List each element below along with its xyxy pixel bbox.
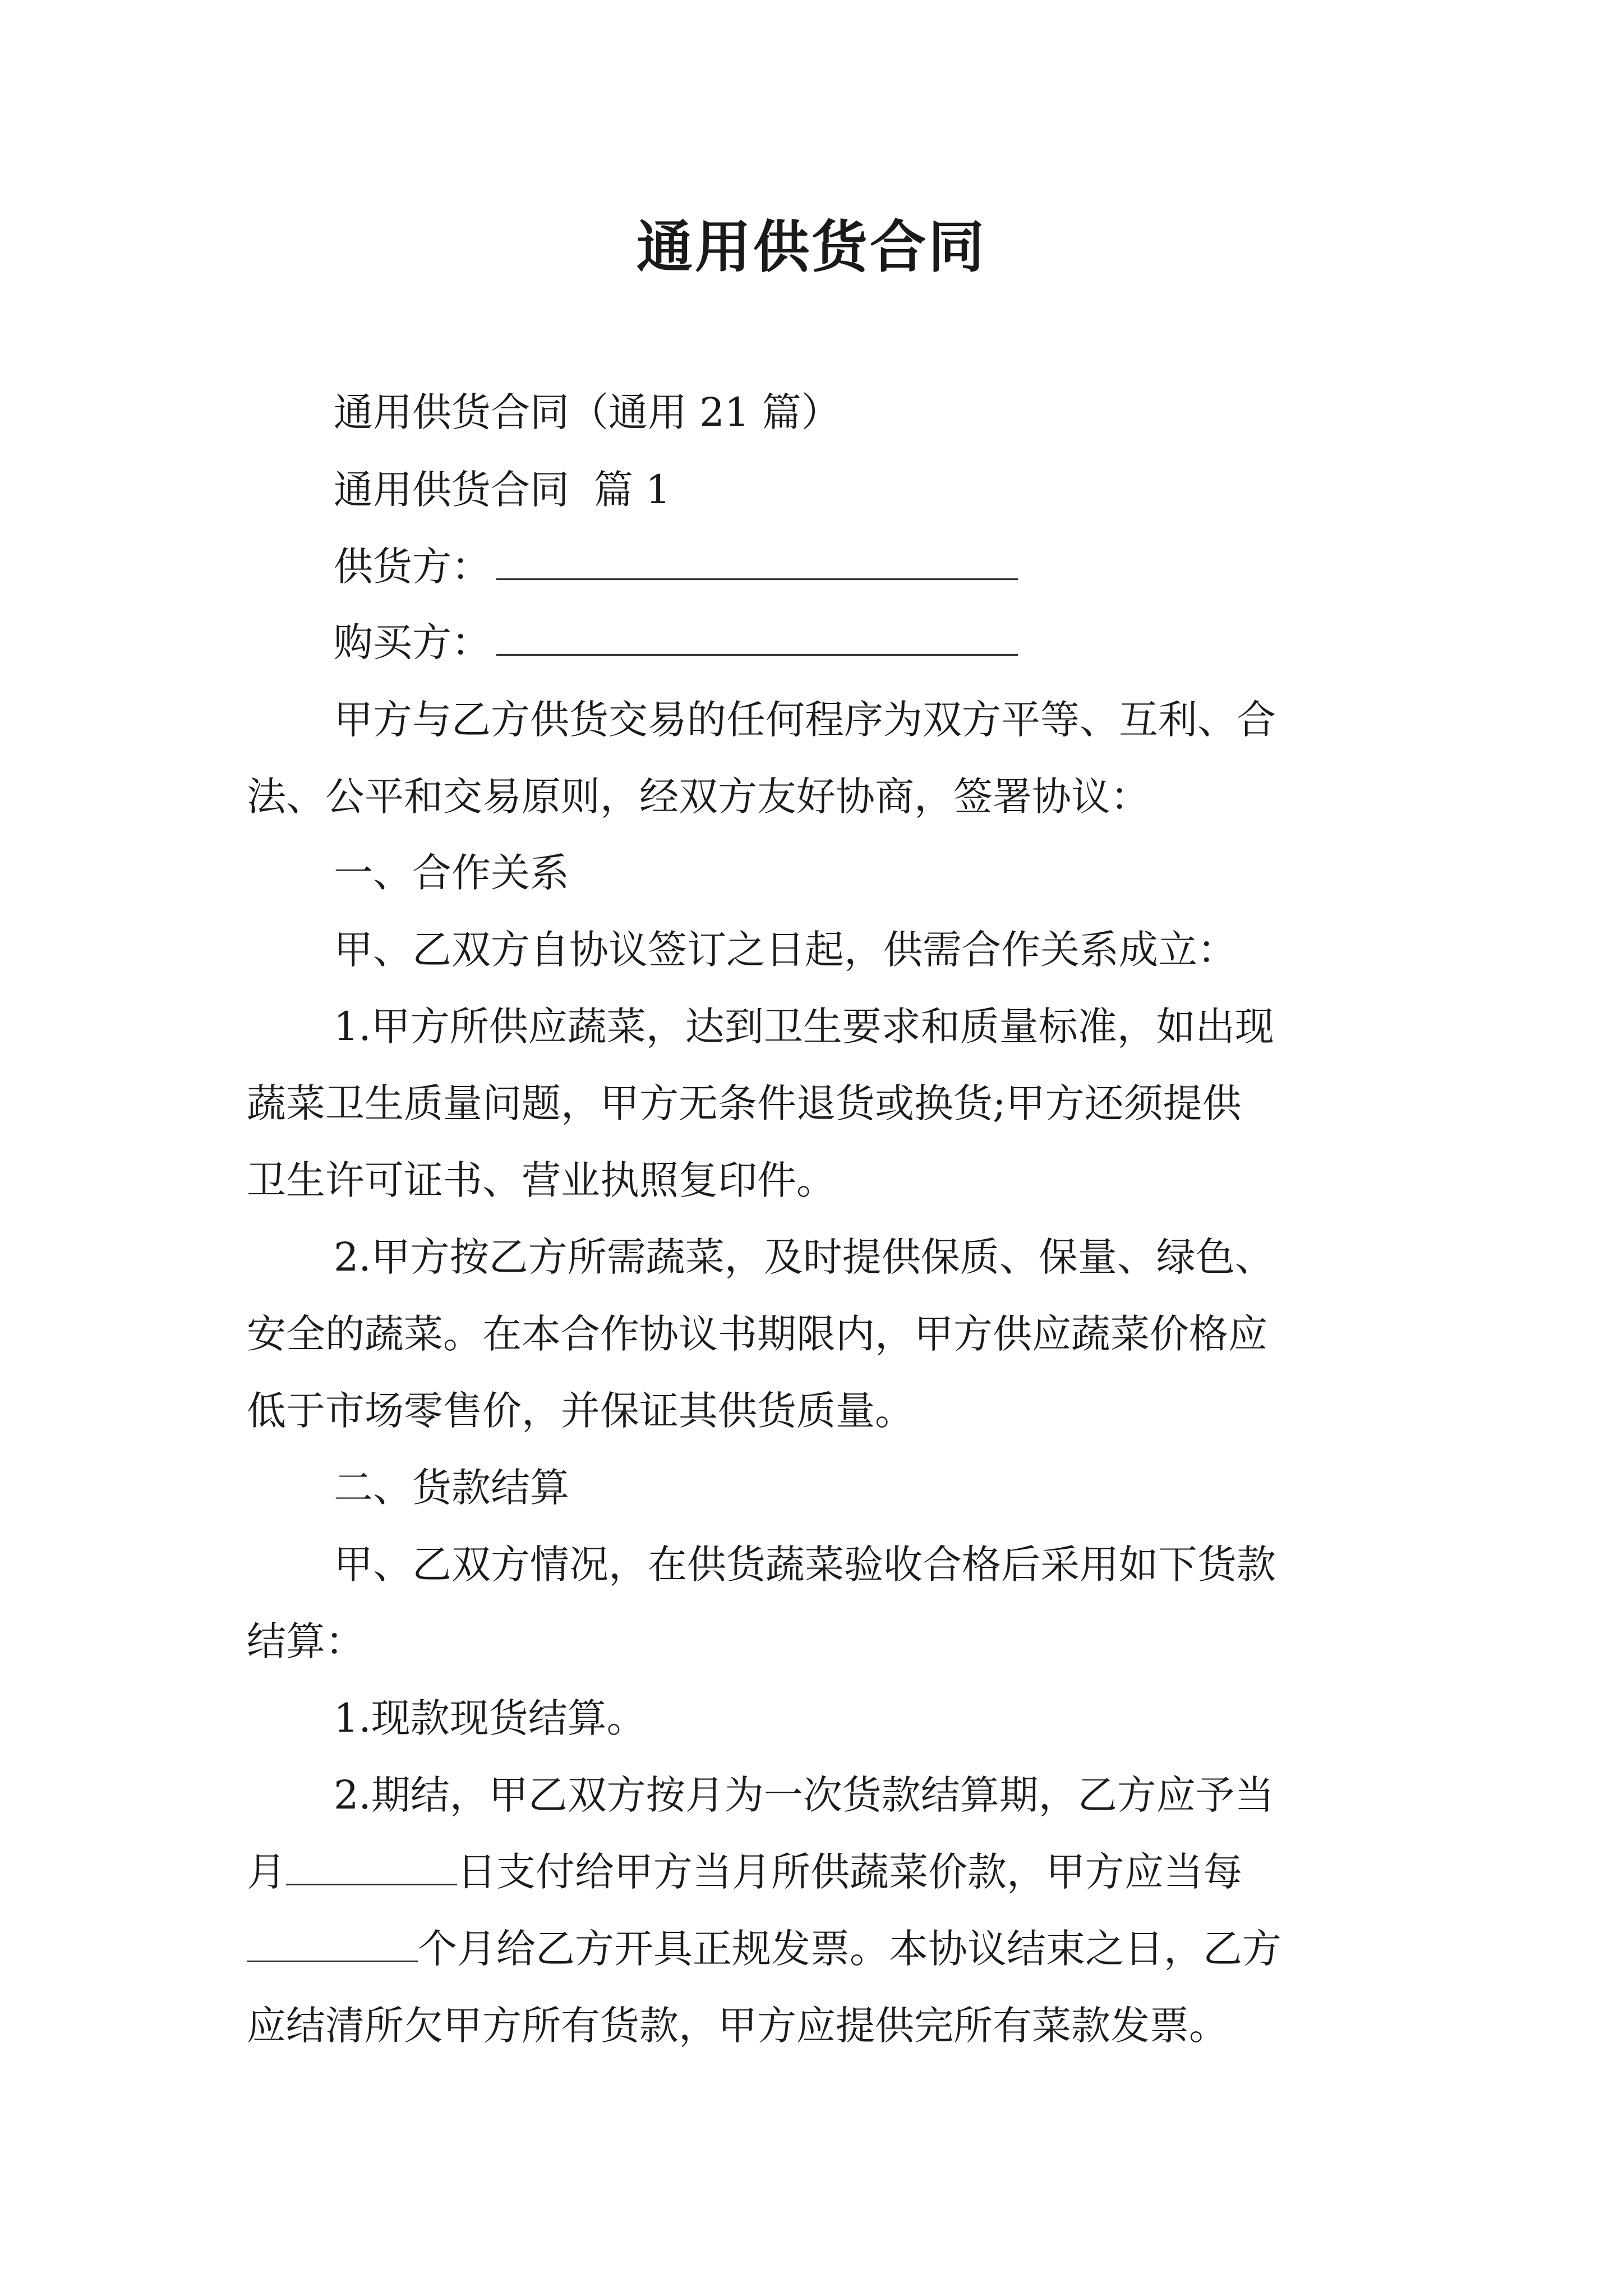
pay2-line2-text: 日支付给甲方当月所供蔬菜价款，甲方应当每	[457, 1849, 1242, 1895]
paragraph-line: 卫生许可证书、营业执照复印件。	[247, 1157, 836, 1203]
buyer-line	[334, 619, 1018, 665]
paragraph-line: 甲、乙双方情况，在供货蔬菜验收合格后采用如下货款	[334, 1542, 1276, 1588]
section-title	[334, 467, 671, 513]
supplier-label: 供货方：	[334, 544, 491, 590]
section-heading: 二、货款结算	[334, 1465, 569, 1511]
paragraph-line: 甲、乙双方自协议签订之日起，供需合作关系成立：	[334, 927, 1237, 973]
pay2-line3-text: 个月给乙方开具正规发票。本协议结束之日，乙方	[418, 1926, 1281, 1972]
supplier-blank[interactable]	[496, 573, 1018, 580]
pay2-months-blank[interactable]	[247, 1955, 418, 1962]
pay2-month-label: 月	[247, 1849, 286, 1895]
paragraph-line: 安全的蔬菜。在本合作协议书期限内，甲方供应蔬菜价格应	[247, 1311, 1267, 1357]
section-heading: 一、合作关系	[334, 850, 569, 896]
section-title-suffix: 篇 1	[594, 467, 671, 513]
paragraph-line: 1.现款现货结算。	[334, 1695, 646, 1741]
pay2-day-blank[interactable]	[286, 1878, 457, 1885]
section-title-main: 通用供货合同	[334, 467, 569, 513]
paragraph-line: 1.甲方所供应蔬菜，达到卫生要求和质量标准，如出现	[334, 1004, 1274, 1050]
document-title: 通用供货合同	[637, 214, 986, 280]
paragraph-line: 法、公平和交易原则，经双方友好协商，签署协议：	[247, 774, 1150, 820]
supplier-line	[334, 544, 1018, 590]
paragraph-line: 甲方与乙方供货交易的任何程序为双方平等、互利、合	[334, 697, 1276, 743]
paragraph-line: 应结清所欠甲方所有货款，甲方应提供完所有菜款发票。	[247, 2003, 1228, 2049]
paragraph-line: 2.甲方按乙方所需蔬菜，及时提供保质、保量、绿色、	[334, 1234, 1274, 1280]
paragraph-line	[247, 1849, 1242, 1895]
buyer-blank[interactable]	[496, 648, 1018, 656]
buyer-label: 购买方：	[334, 619, 491, 665]
paragraph-line: 低于市场零售价，并保证其供货质量。	[247, 1388, 914, 1434]
heading-line: 通用供货合同（通用 21 篇）	[334, 389, 841, 435]
paragraph-line: 结算：	[247, 1618, 365, 1664]
paragraph-line	[247, 1926, 1281, 1972]
paragraph-line: 2.期结，甲乙双方按月为一次货款结算期，乙方应予当	[334, 1772, 1274, 1818]
paragraph-line: 蔬菜卫生质量问题，甲方无条件退货或换货;甲方还须提供	[247, 1080, 1242, 1126]
